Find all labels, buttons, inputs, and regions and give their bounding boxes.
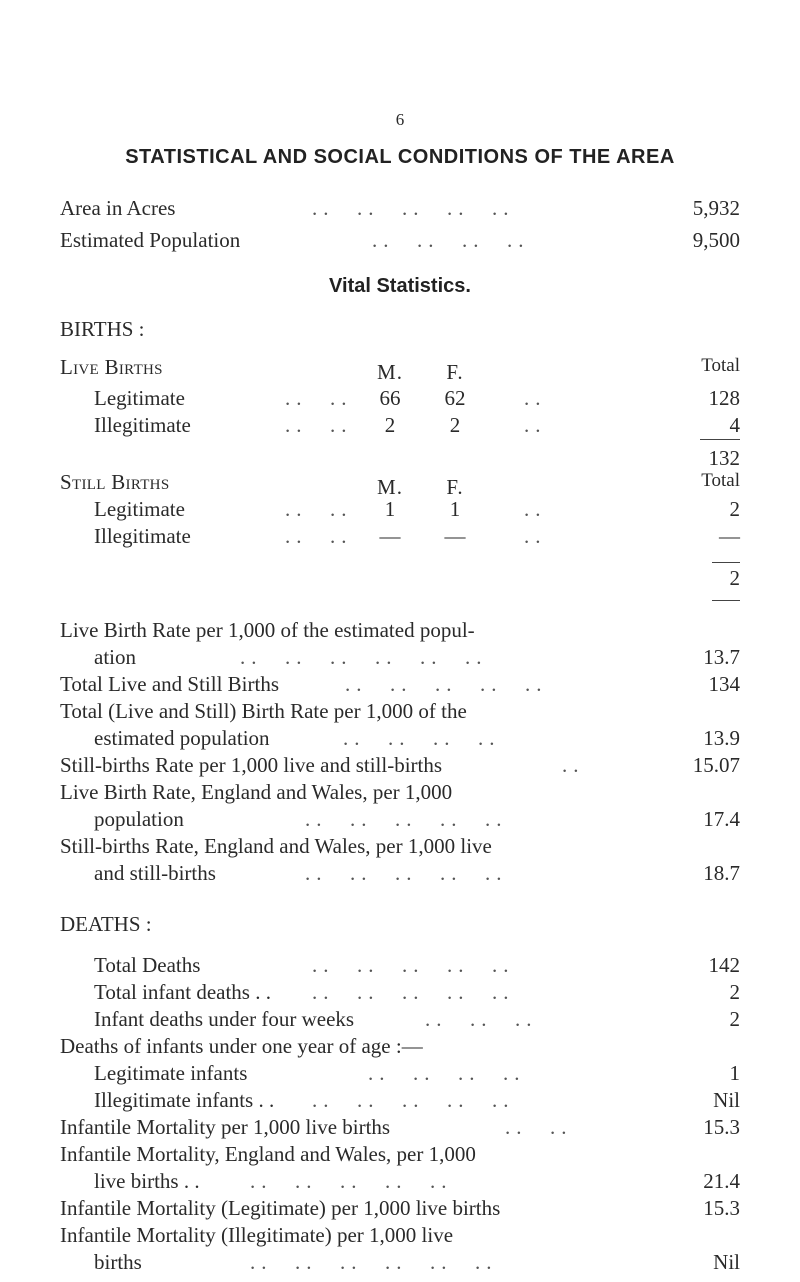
col-female-header: F. <box>446 360 464 384</box>
population-value: 9,500 <box>692 228 740 252</box>
live-legit-label: Legitimate <box>94 386 185 410</box>
illegit-infant-mortality-value: Nil <box>713 1250 740 1274</box>
rate-total-birth-line2: estimated population <box>94 726 270 750</box>
live-illegit-label: Illegitimate <box>94 413 191 437</box>
col-female-header: F. <box>446 475 464 499</box>
illegit-infant-mortality-line2: births <box>94 1250 142 1274</box>
legit-infants-value: 1 <box>729 1061 740 1085</box>
live-illegit-m: 2 <box>384 413 396 437</box>
still-births-sum: 2 <box>729 566 740 590</box>
illegit-infants-value: Nil <box>713 1088 740 1112</box>
live-births-label: Live Births <box>60 355 163 379</box>
ew-infant-mortality-value: 21.4 <box>703 1169 740 1193</box>
leader-dots: .. .. <box>285 497 353 521</box>
still-legit-label: Legitimate <box>94 497 185 521</box>
area-acres-label: Area in Acres <box>60 196 176 220</box>
leader-dots: .. .. .. .. .. <box>312 980 515 1004</box>
leader-dots: .. .. <box>285 413 353 437</box>
infant-deaths-value: 2 <box>729 980 740 1004</box>
legit-infant-mortality-label: Infantile Mortality (Legitimate) per 1,000 live births <box>60 1196 501 1220</box>
deaths-heading: DEATHS : <box>60 912 152 936</box>
sum-rule <box>712 562 740 563</box>
sum-rule <box>712 600 740 601</box>
rate-live-birth-value: 13.7 <box>703 645 740 669</box>
illegit-infants-label: Illegitimate infants . . <box>94 1088 275 1112</box>
live-illegit-total: 4 <box>729 413 740 437</box>
leader-dots: .. .. .. .. .. <box>312 196 515 220</box>
still-illegit-total: — <box>719 524 740 548</box>
sum-rule <box>700 439 740 440</box>
rate-live-birth-line2: ation <box>94 645 136 669</box>
col-total-header: Total <box>701 470 740 491</box>
leader-dots: .. .. .. .. .. <box>250 1169 453 1193</box>
still-illegit-label: Illegitimate <box>94 524 191 548</box>
rate-ew-still-line1: Still-births Rate, England and Wales, per 1,000 live <box>60 834 492 858</box>
infant-mortality-label: Infantile Mortality per 1,000 live births <box>60 1115 391 1139</box>
leader-dots: .. .. .. .. <box>368 1061 526 1085</box>
rate-live-birth-line1: Live Birth Rate per 1,000 of the estimated popul- <box>60 618 475 642</box>
births-heading: BIRTHS : <box>60 317 145 341</box>
leader-dots: .. .. .. .. <box>343 726 501 750</box>
leader-dots: .. .. .. <box>425 1007 538 1031</box>
rate-still-births-value: 15.07 <box>692 753 740 777</box>
live-illegit-f: 2 <box>449 413 461 437</box>
rate-total-birth-value: 13.9 <box>703 726 740 750</box>
leader-dots: .. <box>524 413 547 437</box>
ew-infant-mortality-line2: live births . . <box>94 1169 200 1193</box>
leader-dots: .. .. <box>285 386 353 410</box>
still-illegit-f: — <box>444 524 466 548</box>
total-deaths-label: Total Deaths <box>94 953 201 977</box>
live-legit-f: 62 <box>444 386 466 410</box>
rate-ew-live-birth-value: 17.4 <box>703 807 740 831</box>
leader-dots: .. .. .. .. .. <box>312 953 515 977</box>
illegit-infant-mortality-line1: Infantile Mortality (Illegitimate) per 1,000 live <box>60 1223 454 1247</box>
leader-dots: .. .. .. .. .. <box>312 1088 515 1112</box>
ew-infant-mortality-line1: Infantile Mortality, England and Wales, per 1,000 <box>60 1142 476 1166</box>
leader-dots: .. .. .. .. <box>372 228 530 252</box>
area-acres-value: 5,932 <box>692 196 740 220</box>
live-legit-total: 128 <box>708 386 740 410</box>
infant-four-weeks-label: Infant deaths under four weeks <box>94 1007 355 1031</box>
live-births-sum: 132 <box>708 446 740 470</box>
still-legit-total: 2 <box>729 497 740 521</box>
rate-total-live-still-label: Total Live and Still Births <box>60 672 280 696</box>
still-illegit-m: — <box>379 524 401 548</box>
infant-four-weeks-value: 2 <box>729 1007 740 1031</box>
leader-dots: .. <box>524 386 547 410</box>
infant-deaths-label: Total infant deaths . . <box>94 980 271 1004</box>
leader-dots: .. <box>524 497 547 521</box>
col-total-header: Total <box>701 355 740 376</box>
rate-still-births-label: Still-births Rate per 1,000 live and still-births <box>60 753 443 777</box>
still-legit-m: 1 <box>384 497 396 521</box>
leader-dots: .. <box>562 753 585 777</box>
col-male-header: M. <box>377 475 403 499</box>
leader-dots: .. .. .. .. .. .. <box>250 1250 498 1274</box>
leader-dots: .. <box>524 524 547 548</box>
leader-dots: .. .. .. .. .. <box>345 672 548 696</box>
legit-infant-mortality-value: 15.3 <box>703 1196 740 1220</box>
still-legit-f: 1 <box>449 497 461 521</box>
leader-dots: .. .. <box>505 1115 573 1139</box>
page-title: STATISTICAL AND SOCIAL CONDITIONS OF THE AREA <box>125 146 675 168</box>
rate-total-live-still-value: 134 <box>708 672 740 696</box>
leader-dots: .. .. .. .. .. .. <box>240 645 488 669</box>
leader-dots: .. .. .. .. .. <box>305 807 508 831</box>
rate-ew-live-birth-line2: population <box>94 807 184 831</box>
col-male-header: M. <box>377 360 403 384</box>
vital-statistics-heading: Vital Statistics. <box>329 275 471 297</box>
legit-infants-label: Legitimate infants <box>94 1061 248 1085</box>
infants-under-one-label: Deaths of infants under one year of age :— <box>60 1034 423 1058</box>
leader-dots: .. .. <box>285 524 353 548</box>
rate-total-birth-line1: Total (Live and Still) Birth Rate per 1,000 of the <box>60 699 467 723</box>
rate-ew-still-value: 18.7 <box>703 861 740 885</box>
live-legit-m: 66 <box>379 386 401 410</box>
still-births-label: Still Births <box>60 470 170 494</box>
leader-dots: .. .. .. .. .. <box>305 861 508 885</box>
page-number: 6 <box>395 110 405 129</box>
rate-ew-live-birth-line1: Live Birth Rate, England and Wales, per 1,000 <box>60 780 453 804</box>
rate-ew-still-line2: and still-births <box>94 861 216 885</box>
total-deaths-value: 142 <box>708 953 740 977</box>
infant-mortality-value: 15.3 <box>703 1115 740 1139</box>
population-label: Estimated Population <box>60 228 241 252</box>
